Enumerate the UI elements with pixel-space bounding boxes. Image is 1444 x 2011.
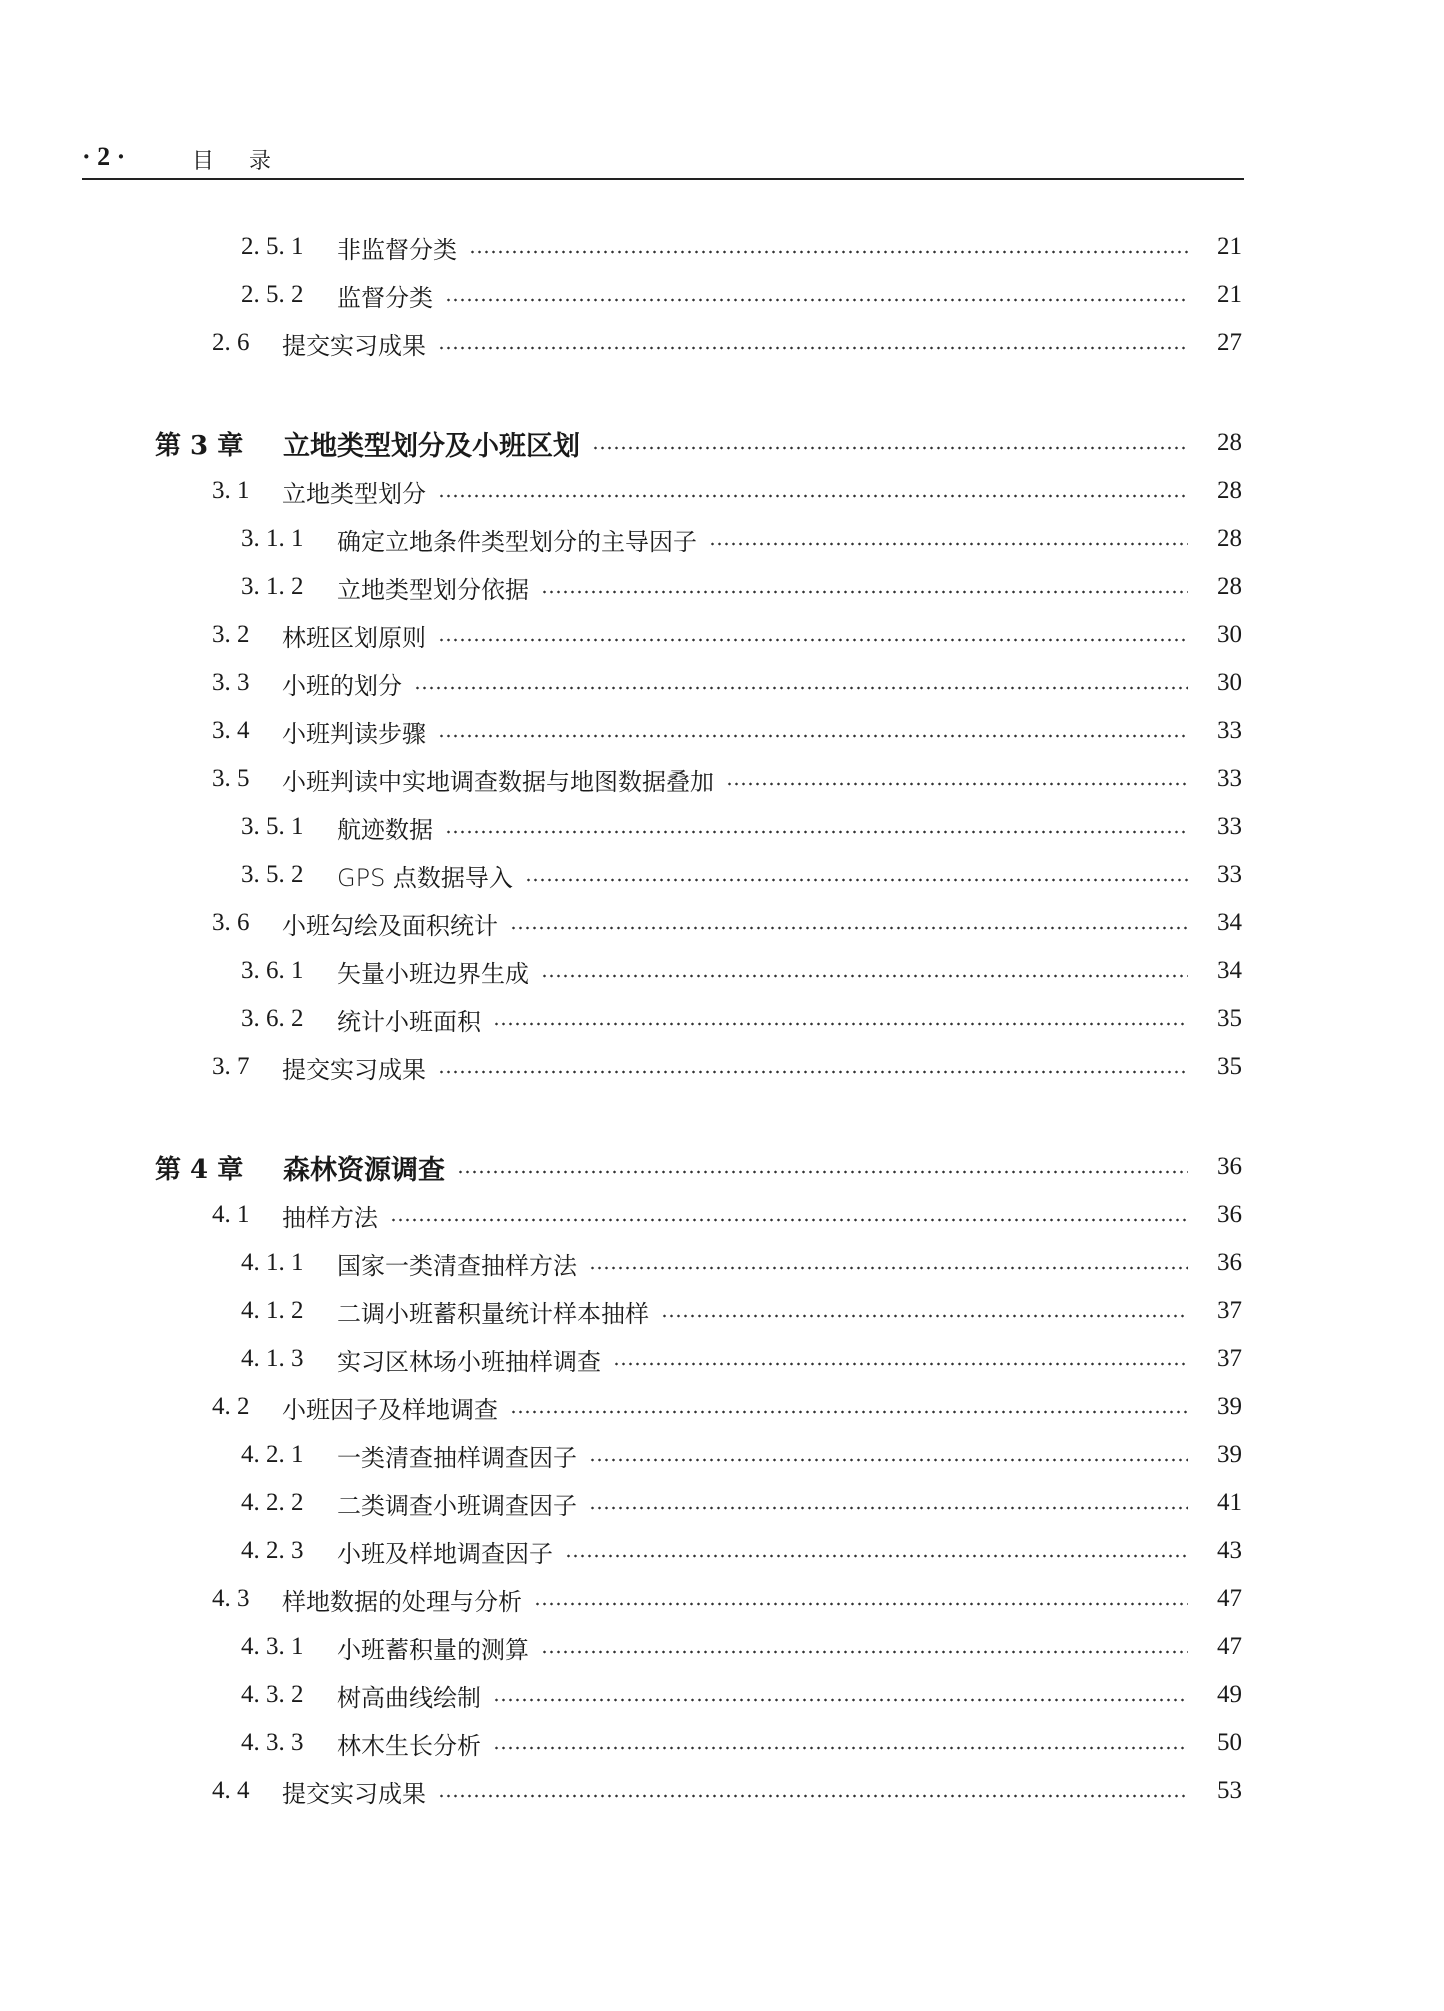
toc-entry-subsection[interactable]	[0, 1287, 1444, 1335]
entry-number: 3. 5	[212, 765, 250, 792]
toc-entry-section[interactable]	[0, 1043, 1444, 1091]
leader-dots	[493, 1698, 1188, 1702]
entry-page-number: 28	[1217, 477, 1242, 504]
leader-dots	[414, 686, 1188, 690]
leader-dots	[565, 1554, 1188, 1558]
leader-dots	[534, 1602, 1188, 1606]
toc-entry-section[interactable]	[0, 611, 1444, 659]
entry-page-number: 36	[1217, 1201, 1242, 1228]
toc-entry-section[interactable]	[0, 1767, 1444, 1815]
leader-dots	[541, 1650, 1188, 1654]
entry-title: 一类清查抽样调查因子	[337, 1443, 577, 1472]
entry-number: 4. 3. 1	[241, 1633, 304, 1660]
entry-page-number: 36	[1217, 1249, 1242, 1276]
entry-number: 3. 6. 1	[241, 957, 304, 984]
entry-title: 树高曲线绘制	[337, 1683, 481, 1712]
toc-entry-subsection[interactable]	[0, 851, 1444, 899]
entry-number: 3. 6	[212, 909, 250, 936]
entry-title: 提交实习成果	[282, 1055, 426, 1084]
entry-title: 提交实习成果	[282, 331, 426, 360]
entry-title: 样地数据的处理与分析	[282, 1587, 522, 1616]
leader-dots	[541, 974, 1188, 978]
toc-entry-subsection[interactable]	[0, 1719, 1444, 1767]
entry-number: 4. 3	[212, 1585, 250, 1612]
entry-page-number: 35	[1217, 1005, 1242, 1032]
toc-entry-chapter[interactable]	[0, 1143, 1444, 1191]
entry-page-number: 34	[1217, 957, 1242, 984]
entry-title: 实习区林场小班抽样调查	[337, 1347, 601, 1376]
leader-dots	[613, 1362, 1188, 1366]
toc-entry-subsection[interactable]	[0, 947, 1444, 995]
header-title: 目 录	[192, 149, 285, 174]
leader-dots	[438, 734, 1188, 738]
toc-entry-subsection[interactable]	[0, 563, 1444, 611]
leader-dots	[438, 1794, 1188, 1798]
entry-title: 统计小班面积	[337, 1007, 481, 1036]
toc-entry-subsection[interactable]	[0, 1623, 1444, 1671]
toc-entry-subsection[interactable]	[0, 1479, 1444, 1527]
entry-page-number: 53	[1217, 1777, 1242, 1804]
entry-number: 第 4 章	[155, 1154, 244, 1185]
entry-number: 4. 3. 2	[241, 1681, 304, 1708]
leader-dots	[541, 590, 1188, 594]
entry-title: 立地类型划分及小班区划	[283, 430, 580, 462]
entry-number: 3. 3	[212, 669, 250, 696]
entry-number: 3. 1. 2	[241, 573, 304, 600]
entry-page-number: 50	[1217, 1729, 1242, 1756]
toc-entry-subsection[interactable]	[0, 1671, 1444, 1719]
toc-entry-subsection[interactable]	[0, 1527, 1444, 1575]
entry-number: 4. 2	[212, 1393, 250, 1420]
entry-title: 二调小班蓄积量统计样本抽样	[337, 1299, 649, 1328]
leader-dots	[592, 446, 1188, 450]
entry-title: 航迹数据	[337, 815, 433, 844]
toc-entry-section[interactable]	[0, 707, 1444, 755]
leader-dots	[589, 1458, 1188, 1462]
leader-dots	[709, 542, 1188, 546]
leader-dots	[457, 1170, 1188, 1174]
entry-number: 第 3 章	[155, 430, 244, 461]
entry-number: 4. 4	[212, 1777, 250, 1804]
entry-number: 4. 2. 1	[241, 1441, 304, 1468]
toc-entry-subsection[interactable]	[0, 271, 1444, 319]
toc-entry-subsection[interactable]	[0, 223, 1444, 271]
entry-title: 森林资源调查	[283, 1154, 445, 1186]
entry-number: 3. 6. 2	[241, 1005, 304, 1032]
entry-title: 二类调查小班调查因子	[337, 1491, 577, 1520]
entry-page-number: 39	[1217, 1393, 1242, 1420]
entry-number: 4. 1	[212, 1201, 250, 1228]
entry-number: 2. 6	[212, 329, 250, 356]
entry-page-number: 28	[1217, 525, 1242, 552]
entry-page-number: 37	[1217, 1297, 1242, 1324]
entry-title: 立地类型划分依据	[337, 575, 529, 604]
entry-title: 立地类型划分	[282, 479, 426, 508]
entry-page-number: 34	[1217, 909, 1242, 936]
toc-entry-subsection[interactable]	[0, 1239, 1444, 1287]
entry-title: 矢量小班边界生成	[337, 959, 529, 988]
entry-page-number: 43	[1217, 1537, 1242, 1564]
entry-title: 监督分类	[337, 283, 433, 312]
entry-page-number: 47	[1217, 1633, 1242, 1660]
entry-page-number: 33	[1217, 861, 1242, 888]
entry-page-number: 21	[1217, 233, 1242, 260]
entry-page-number: 28	[1217, 573, 1242, 600]
entry-title: 小班判读中实地调查数据与地图数据叠加	[282, 767, 714, 796]
entry-page-number: 37	[1217, 1345, 1242, 1372]
entry-number: 4. 1. 1	[241, 1249, 304, 1276]
leader-dots	[661, 1314, 1188, 1318]
entry-page-number: 33	[1217, 717, 1242, 744]
leader-dots	[438, 1070, 1188, 1074]
toc-entry-subsection[interactable]	[0, 515, 1444, 563]
entry-number: 3. 5. 1	[241, 813, 304, 840]
entry-number: 3. 1	[212, 477, 250, 504]
leader-dots	[589, 1266, 1188, 1270]
entry-title: 小班蓄积量的测算	[337, 1635, 529, 1664]
toc-entry-subsection[interactable]	[0, 1431, 1444, 1479]
entry-title: 林木生长分析	[337, 1731, 481, 1760]
entry-number: 3. 1. 1	[241, 525, 304, 552]
toc-entry-section[interactable]	[0, 659, 1444, 707]
entry-page-number: 28	[1217, 429, 1242, 456]
entry-page-number: 36	[1217, 1153, 1242, 1180]
leader-dots	[438, 638, 1188, 642]
toc-entry-section[interactable]	[0, 1191, 1444, 1239]
toc-entry-subsection[interactable]	[0, 995, 1444, 1043]
toc-entry-section[interactable]	[0, 755, 1444, 803]
leader-dots	[445, 830, 1188, 834]
leader-dots	[493, 1022, 1188, 1026]
entry-number: 4. 2. 2	[241, 1489, 304, 1516]
entry-number: 4. 2. 3	[241, 1537, 304, 1564]
leader-dots	[510, 926, 1188, 930]
leader-dots	[438, 494, 1188, 498]
entry-title: 非监督分类	[337, 235, 457, 264]
entry-page-number: 30	[1217, 621, 1242, 648]
entry-page-number: 39	[1217, 1441, 1242, 1468]
entry-title: 林班区划原则	[282, 623, 426, 652]
leader-dots	[438, 346, 1188, 350]
entry-title: GPS 点数据导入	[337, 863, 513, 892]
toc-entry-section[interactable]	[0, 1575, 1444, 1623]
toc-entry-section[interactable]	[0, 467, 1444, 515]
entry-number: 3. 4	[212, 717, 250, 744]
leader-dots	[445, 298, 1188, 302]
toc-entry-section[interactable]	[0, 1383, 1444, 1431]
entry-page-number: 33	[1217, 765, 1242, 792]
entry-number: 3. 7	[212, 1053, 250, 1080]
entry-number: 3. 5. 2	[241, 861, 304, 888]
entry-number: 3. 2	[212, 621, 250, 648]
leader-dots	[493, 1746, 1188, 1750]
entry-title: 小班勾绘及面积统计	[282, 911, 498, 940]
entry-title: 小班及样地调查因子	[337, 1539, 553, 1568]
entry-page-number: 49	[1217, 1681, 1242, 1708]
entry-number: 4. 1. 2	[241, 1297, 304, 1324]
entry-page-number: 33	[1217, 813, 1242, 840]
entry-page-number: 21	[1217, 281, 1242, 308]
entry-page-number: 35	[1217, 1053, 1242, 1080]
entry-number: 2. 5. 1	[241, 233, 304, 260]
leader-dots	[390, 1218, 1188, 1222]
entry-page-number: 30	[1217, 669, 1242, 696]
leader-dots	[525, 878, 1188, 882]
entry-page-number: 41	[1217, 1489, 1242, 1516]
entry-title: 小班判读步骤	[282, 719, 426, 748]
leader-dots	[726, 782, 1188, 786]
entry-number: 4. 1. 3	[241, 1345, 304, 1372]
entry-title: 小班的划分	[282, 671, 402, 700]
toc-entry-section[interactable]	[0, 899, 1444, 947]
page-number: · 2 ·	[82, 142, 126, 171]
toc-entry-subsection[interactable]	[0, 803, 1444, 851]
table-of-contents	[0, 223, 1444, 1815]
entry-number: 2. 5. 2	[241, 281, 304, 308]
entry-title: 提交实习成果	[282, 1779, 426, 1808]
leader-dots	[510, 1410, 1188, 1414]
entry-title: 国家一类清查抽样方法	[337, 1251, 577, 1280]
entry-title: 抽样方法	[282, 1203, 378, 1232]
leader-dots	[589, 1506, 1188, 1510]
toc-entry-section[interactable]	[0, 319, 1444, 367]
entry-title: 小班因子及样地调查	[282, 1395, 498, 1424]
toc-entry-chapter[interactable]	[0, 419, 1444, 467]
entry-page-number: 27	[1217, 329, 1242, 356]
leader-dots	[469, 250, 1188, 254]
entry-number: 4. 3. 3	[241, 1729, 304, 1756]
running-header	[82, 142, 1244, 180]
entry-title: 确定立地条件类型划分的主导因子	[337, 527, 697, 556]
entry-page-number: 47	[1217, 1585, 1242, 1612]
toc-entry-subsection[interactable]	[0, 1335, 1444, 1383]
